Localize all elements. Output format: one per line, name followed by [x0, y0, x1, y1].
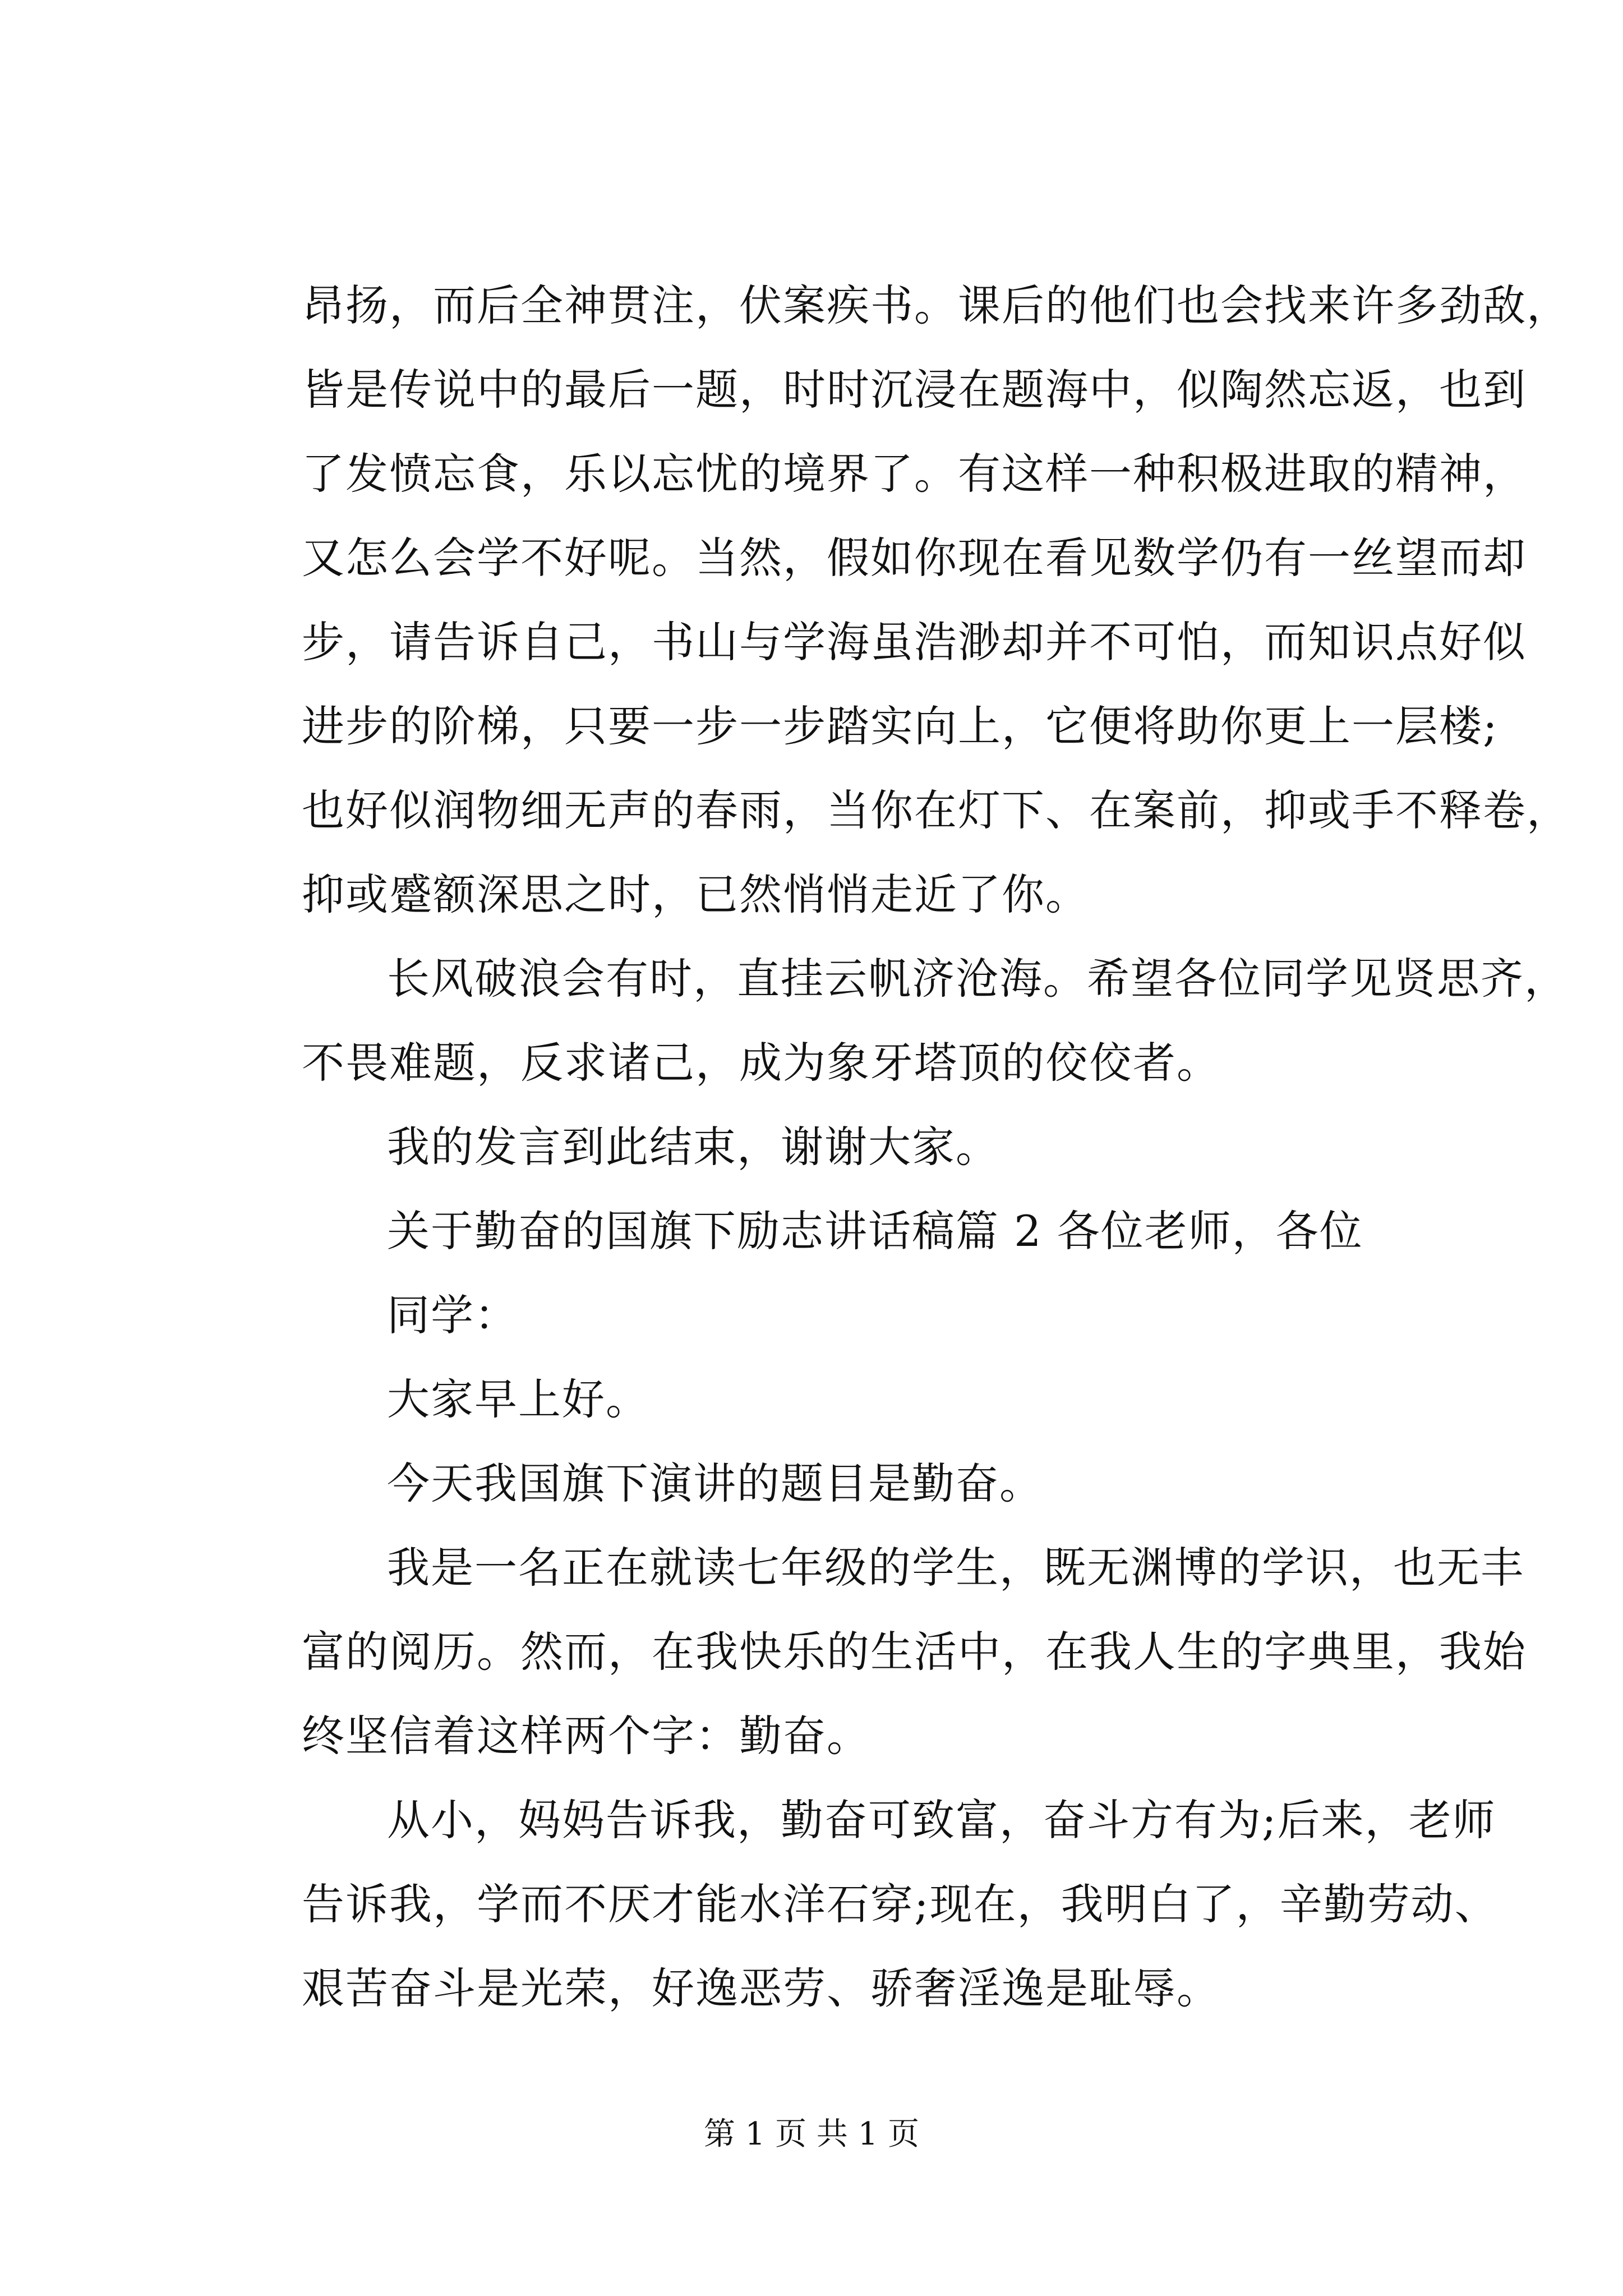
text-line: 不畏难题，反求诸己，成为象牙塔顶的佼佼者。 [302, 1038, 1220, 1088]
salutation-line: 同学： [387, 1290, 518, 1340]
paragraph-line: 今天我国旗下演讲的题目是勤奋。 [387, 1458, 1043, 1508]
document-body [302, 264, 1570, 2031]
paragraph-line: 我是一名正在就读七年级的学生，既无渊博的学识，也无丰 [387, 1543, 1524, 1593]
text-line: 也好似润物细无声的春雨，当你在灯下、在案前，抑或手不释卷， [302, 785, 1570, 835]
paragraph-line: 长风破浪会有时，直挂云帆济沧海。希望各位同学见贤思齐， [387, 954, 1568, 1004]
text-line: 又怎么会学不好呢。当然，假如你现在看见数学仍有一丝望而却 [302, 533, 1527, 583]
text-line: 步，请告诉自己，书山与学海虽浩渺却并不可怕，而知识点好似 [302, 617, 1527, 667]
text-line: 告诉我，学而不厌才能水洋石穿;现在，我明白了，辛勤劳动、 [302, 1879, 1498, 1929]
paragraph-line: 从小，妈妈告诉我，勤奋可致富，奋斗方有为;后来，老师 [387, 1795, 1496, 1845]
page-footer [0, 2115, 1623, 2154]
greeting-line: 大家早上好。 [387, 1374, 649, 1424]
text-line: 了发愤忘食，乐以忘忧的境界了。有这样一种积极进取的精神， [302, 449, 1527, 499]
text-line: 皆是传说中的最后一题，时时沉浸在题海中，似陶然忘返，也到 [302, 365, 1527, 415]
page-number-label: 第 1 页 共 1 页 [703, 2116, 920, 2152]
text-line: 艰苦奋斗是光荣，好逸恶劳、骄奢淫逸是耻辱。 [302, 1963, 1220, 2013]
text-line: 抑或蹙额深思之时，已然悄悄走近了你。 [302, 869, 1089, 919]
text-line: 富的阅历。然而，在我快乐的生活中，在我人生的字典里，我始 [302, 1627, 1527, 1677]
text-line: 进步的阶梯，只要一步一步踏实向上，它便将助你更上一层楼; [302, 701, 1498, 751]
paragraph-line: 我的发言到此结束，谢谢大家。 [387, 1122, 999, 1172]
section-heading-line: 关于勤奋的国旗下励志讲话稿篇 2 各位老师，各位 [387, 1206, 1363, 1256]
text-line: 终坚信着这样两个字：勤奋。 [302, 1711, 870, 1761]
text-line: 昂扬，而后全神贯注，伏案疾书。课后的他们也会找来许多劲敌， [302, 280, 1570, 330]
